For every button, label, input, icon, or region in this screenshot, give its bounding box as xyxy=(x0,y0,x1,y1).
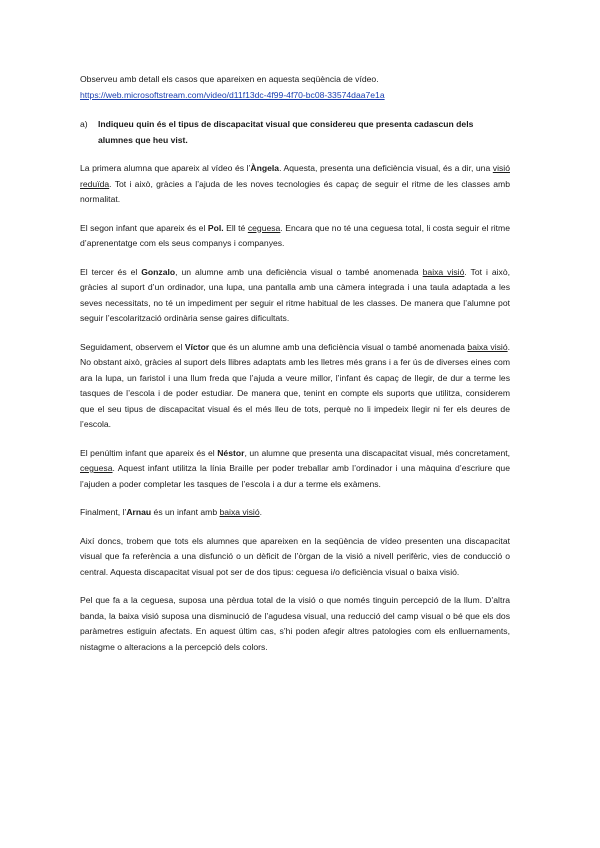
paragraph-definitions: Pel que fa a la ceguesa, suposa una pèrdua total de la visió o que només tinguin percepció de la llum. D’altra banda, la baixa visió suposa una disminució de l’agudesa visual, una reducció del camp visual o bé que els dos paràmetres estiguin afectats. En aquest últim cas, s’hi poden afegir altres patologies com els enlluernaments, nistagme o alteracions a la percepció dels colors. xyxy=(80,595,510,652)
text: . Aquest infant utilitza la línia Braille per poder treballar amb l’ordinador i una màquina d’escriure que l’ajuden a poder completar les tasques de l’escola i a dur a terme els exàmens. xyxy=(80,463,510,489)
video-link[interactable]: https://web.microsoftstream.com/video/d11f13dc-4f99-4f70-bc08-33574daa7e1a xyxy=(80,89,385,100)
student-name: Àngela xyxy=(250,163,280,173)
student-name: Pol. xyxy=(207,222,224,233)
text: . Encara que no té una ceguesa total, li costa seguir el ritme d’aprenentatge com els seus companys i companyes. xyxy=(80,222,510,248)
paragraph-nestor xyxy=(80,446,510,493)
text: El segon infant que apareix és el xyxy=(80,222,208,233)
text: El penúltim infant que apareix és el xyxy=(80,447,218,458)
text: , un alumne amb una deficiència visual o també anomenada xyxy=(175,266,423,277)
condition-term: baixa visió xyxy=(422,266,465,277)
question-item xyxy=(80,117,510,148)
paragraph-summary: Així doncs, trobem que tots els alumnes que apareixen en la seqüència de vídeo presenten una discapacitat visual que fa referència a una disfunció o un dèficit de l’òrgan de la visió a nivell perifèric, vies de conducció o central. Aquesta discapacitat visual pot ser de dos tipus: ceguesa i/o deficiència visual o baixa visió. xyxy=(80,535,510,577)
text: . No obstant això, gràcies al suport dels llibres adaptats amb les lletres més grans i a fer ús de diverses eines com ara la lupa, un faristol i una llum freda que l’ajuda a veure millor, l’infant és capaç de llegir, de dur a terme les tasques de l’escola i de poder estudiar. De manera que, tenint en compte els suports que utilitza, considerem que el seu tipus de discapacitat visual és el més lleu de tots, perquè no li impedeix llegir ni fer els deures de l’escola. xyxy=(80,341,510,429)
student-name: Gonzalo xyxy=(141,266,176,277)
intro-text: Observeu amb detall els casos que apareixen en aquesta seqüència de vídeo. xyxy=(80,74,379,84)
paragraph-gonzalo xyxy=(80,265,510,327)
condition-term: ceguesa xyxy=(247,222,281,233)
text: La primera alumna que apareix al vídeo és l’ xyxy=(80,163,251,173)
intro-paragraph xyxy=(80,72,510,103)
student-name: Néstor xyxy=(217,447,245,458)
text: és un infant amb xyxy=(151,507,220,517)
text: . xyxy=(259,507,263,517)
text: . Tot i això, gràcies al suport d’un ordinador, una lupa, una pantalla amb una càmera integrada i una taula adaptada a les seves necessitats, no té un impediment per seguir el ritme habitual de les classes. De manera que l’alumne pot seguir l’escolarització ordinària sense gaires dificultats. xyxy=(80,266,510,323)
text: que és un alumne amb una deficiència visual o també anomenada xyxy=(209,341,468,352)
document-page xyxy=(80,72,510,655)
text: , un alumne que presenta una discapacitat visual, més concretament, xyxy=(244,447,510,458)
text: Finalment, l’ xyxy=(80,507,127,517)
paragraph-pol xyxy=(80,221,510,252)
paragraph-victor xyxy=(80,340,510,433)
text: . Aquesta, presenta una deficiència visual, és a dir, una xyxy=(279,163,493,173)
condition-term: visió reduïda xyxy=(80,163,510,189)
paragraph-angela xyxy=(80,161,510,208)
paragraph-arnau xyxy=(80,505,510,521)
text: El tercer és el xyxy=(80,266,142,277)
student-name: Arnau xyxy=(126,507,152,517)
text: . Tot i això, gràcies a l’ajuda de les noves tecnologies és capaç de seguir el ritme de les classes amb normalitat. xyxy=(80,178,510,204)
condition-term: ceguesa xyxy=(80,463,113,473)
student-name: Víctor xyxy=(184,341,210,352)
condition-term: baixa visió xyxy=(467,341,508,352)
question-text: Indiqueu quin és el tipus de discapacitat visual que considereu que presenta cadascun dels alumnes que heu vist. xyxy=(98,119,474,145)
question-marker: a) xyxy=(80,119,88,129)
text: Ell té xyxy=(223,222,248,233)
text: Seguidament, observem el xyxy=(80,341,185,352)
condition-term: baixa visió xyxy=(219,507,260,517)
